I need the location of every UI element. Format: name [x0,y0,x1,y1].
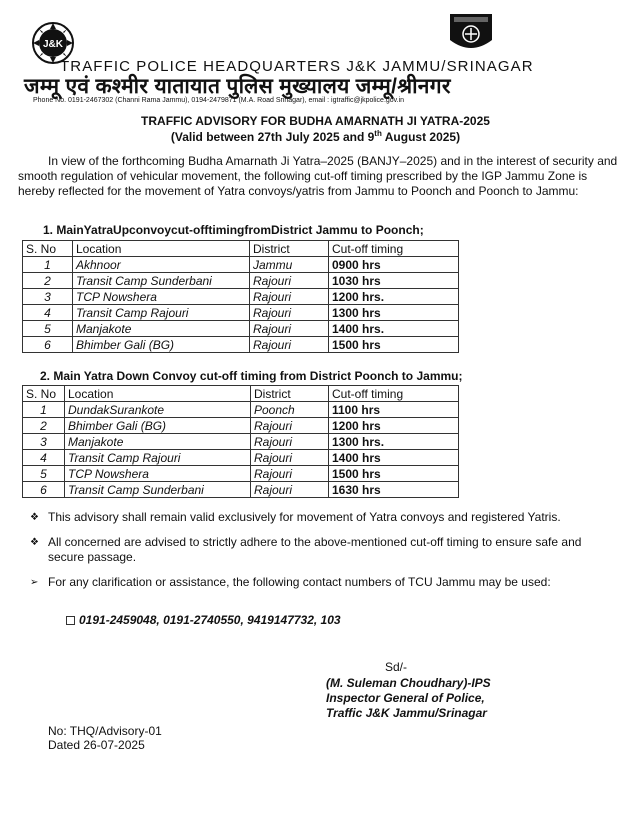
col-location: Location [65,386,251,402]
arrow-bullet-icon: ➢ [30,577,39,588]
table-row [23,289,459,305]
cell-sno: 3 [23,289,73,305]
table-header-row [23,386,459,402]
cell-location: Transit Camp Rajouri [73,305,250,321]
cell-district: Rajouri [251,434,329,450]
cell-time: 1030 hrs [329,273,459,289]
validity-text: (Valid between 27th July 2025 and 9 [170,130,375,144]
checkbox-bullet-icon [66,616,75,625]
header-contact: Phone No. 0191-2467302 (Channi Rama Jammu), 0194-2479871 (M.A. Road Srinagar), email : igtraffic@jkpolice.gov.in [33,97,405,104]
signatory-name: (M. Suleman Choudhary)-IPS [326,676,491,690]
emblem-label: J&K [42,39,64,50]
cell-location: TCP Nowshera [65,466,251,482]
col-cutoff: Cut-off timing [329,386,459,402]
cell-sno: 5 [23,466,65,482]
cell-time: 0900 hrs [329,257,459,273]
traffic-police-badge-icon [448,12,494,56]
table-row [23,321,459,337]
contact-numbers [66,613,341,627]
cell-district: Poonch [251,402,329,418]
cell-location: TCP Nowshera [73,289,250,305]
cell-district: Rajouri [250,273,329,289]
cell-time: 1400 hrs. [329,321,459,337]
cell-location: Transit Camp Sunderbani [73,273,250,289]
signature-sd: Sd/- [385,660,408,674]
note-text: For any clarification or assistance, the following contact numbers of TCU Jammu may be used: [48,575,551,589]
reference-number: No: THQ/Advisory-01 [48,724,162,738]
cell-location: DundakSurankote [65,402,251,418]
validity-sup: th [374,129,382,138]
table-row [23,482,459,498]
advisory-notes [30,510,610,600]
cell-district: Rajouri [250,305,329,321]
col-district: District [251,386,329,402]
downconvoy-table [22,385,459,498]
cell-sno: 3 [23,434,65,450]
validity-end: August 2025) [381,130,461,144]
cell-district: Rajouri [251,466,329,482]
cell-time: 1100 hrs [329,402,459,418]
cell-location: Bhimber Gali (BG) [73,337,250,353]
cell-time: 1200 hrs. [329,289,459,305]
table-row [23,418,459,434]
advisory-title: TRAFFIC ADVISORY FOR BUDHA AMARNATH JI YATRA-2025 [141,114,490,128]
cell-time: 1630 hrs [329,482,459,498]
signatory-designation: Inspector General of Police, [326,691,485,705]
table-row [23,337,459,353]
signature-block [326,676,491,721]
cell-district: Rajouri [251,418,329,434]
cell-location: Transit Camp Sunderbani [65,482,251,498]
intro-text: In view of the forthcoming Budha Amarnath Ji Yatra–2025 (BANJY–2025) and in the interest of security and smooth regulation of vehicular movement, the following cut-off timing prescribed by the IGP Jammu Zone is hereby reflected for the movement of Yatra convoys/yatris from Jammu to Poonch and Poonch to Jammu: [18,154,618,198]
table-row [23,450,459,466]
col-sno: S. No [23,241,73,257]
col-location: Location [73,241,250,257]
cell-sno: 2 [23,273,73,289]
cell-sno: 1 [23,257,73,273]
list-item [30,575,610,590]
advisory-intro [18,154,618,199]
advisory-validity [0,129,631,144]
section1-heading: 1. MainYatraUpconvoycut-offtimingfromDistrict Jammu to Poonch; [43,223,424,237]
cell-time: 1500 hrs [329,466,459,482]
table-header-row [23,241,459,257]
header-title-hindi: जम्मू एवं कश्मीर यातायात पुलिस मुख्यालय जम्मू/श्रीनगर [24,75,451,98]
reference-block [48,724,162,752]
cell-location: Manjakote [65,434,251,450]
table-row [23,466,459,482]
cell-sno: 6 [23,337,73,353]
list-item [30,535,610,565]
cell-time: 1200 hrs [329,418,459,434]
section2-heading: 2. Main Yatra Down Convoy cut-off timing from District Poonch to Jammu; [40,369,463,383]
note-text: All concerned are advised to strictly adhere to the above-mentioned cut-off timing to ensure safe and secure passage. [48,535,582,564]
cell-district: Rajouri [250,289,329,305]
cell-time: 1400 hrs [329,450,459,466]
cell-sno: 4 [23,450,65,466]
cell-district: Jammu [250,257,329,273]
col-cutoff: Cut-off timing [329,241,459,257]
cell-district: Rajouri [251,450,329,466]
upconvoy-table [22,240,459,353]
cell-sno: 5 [23,321,73,337]
cell-time: 1300 hrs. [329,434,459,450]
cell-time: 1300 hrs [329,305,459,321]
col-district: District [250,241,329,257]
cell-location: Transit Camp Rajouri [65,450,251,466]
cell-district: Rajouri [251,482,329,498]
signatory-office: Traffic J&K Jammu/Srinagar [326,706,487,720]
cell-location: Bhimber Gali (BG) [65,418,251,434]
cell-sno: 1 [23,402,65,418]
note-text: This advisory shall remain valid exclusively for movement of Yatra convoys and registered Yatris. [48,510,561,524]
cell-sno: 2 [23,418,65,434]
col-sno: S. No [23,386,65,402]
table-row [23,434,459,450]
table-row [23,305,459,321]
diamond-bullet-icon: ❖ [30,537,39,548]
cell-district: Rajouri [250,337,329,353]
table-row [23,257,459,273]
diamond-bullet-icon: ❖ [30,512,39,523]
cell-sno: 6 [23,482,65,498]
cell-sno: 4 [23,305,73,321]
table-row [23,402,459,418]
cell-district: Rajouri [250,321,329,337]
cell-location: Manjakote [73,321,250,337]
reference-date: Dated 26-07-2025 [48,738,145,752]
contact-numbers-text: 0191-2459048, 0191-2740550, 9419147732, 103 [79,613,341,627]
cell-location: Akhnoor [73,257,250,273]
cell-time: 1500 hrs [329,337,459,353]
table-row [23,273,459,289]
header-title-english: TRAFFIC POLICE HEADQUARTERS J&K JAMMU/SRINAGAR [60,58,534,75]
list-item [30,510,610,525]
